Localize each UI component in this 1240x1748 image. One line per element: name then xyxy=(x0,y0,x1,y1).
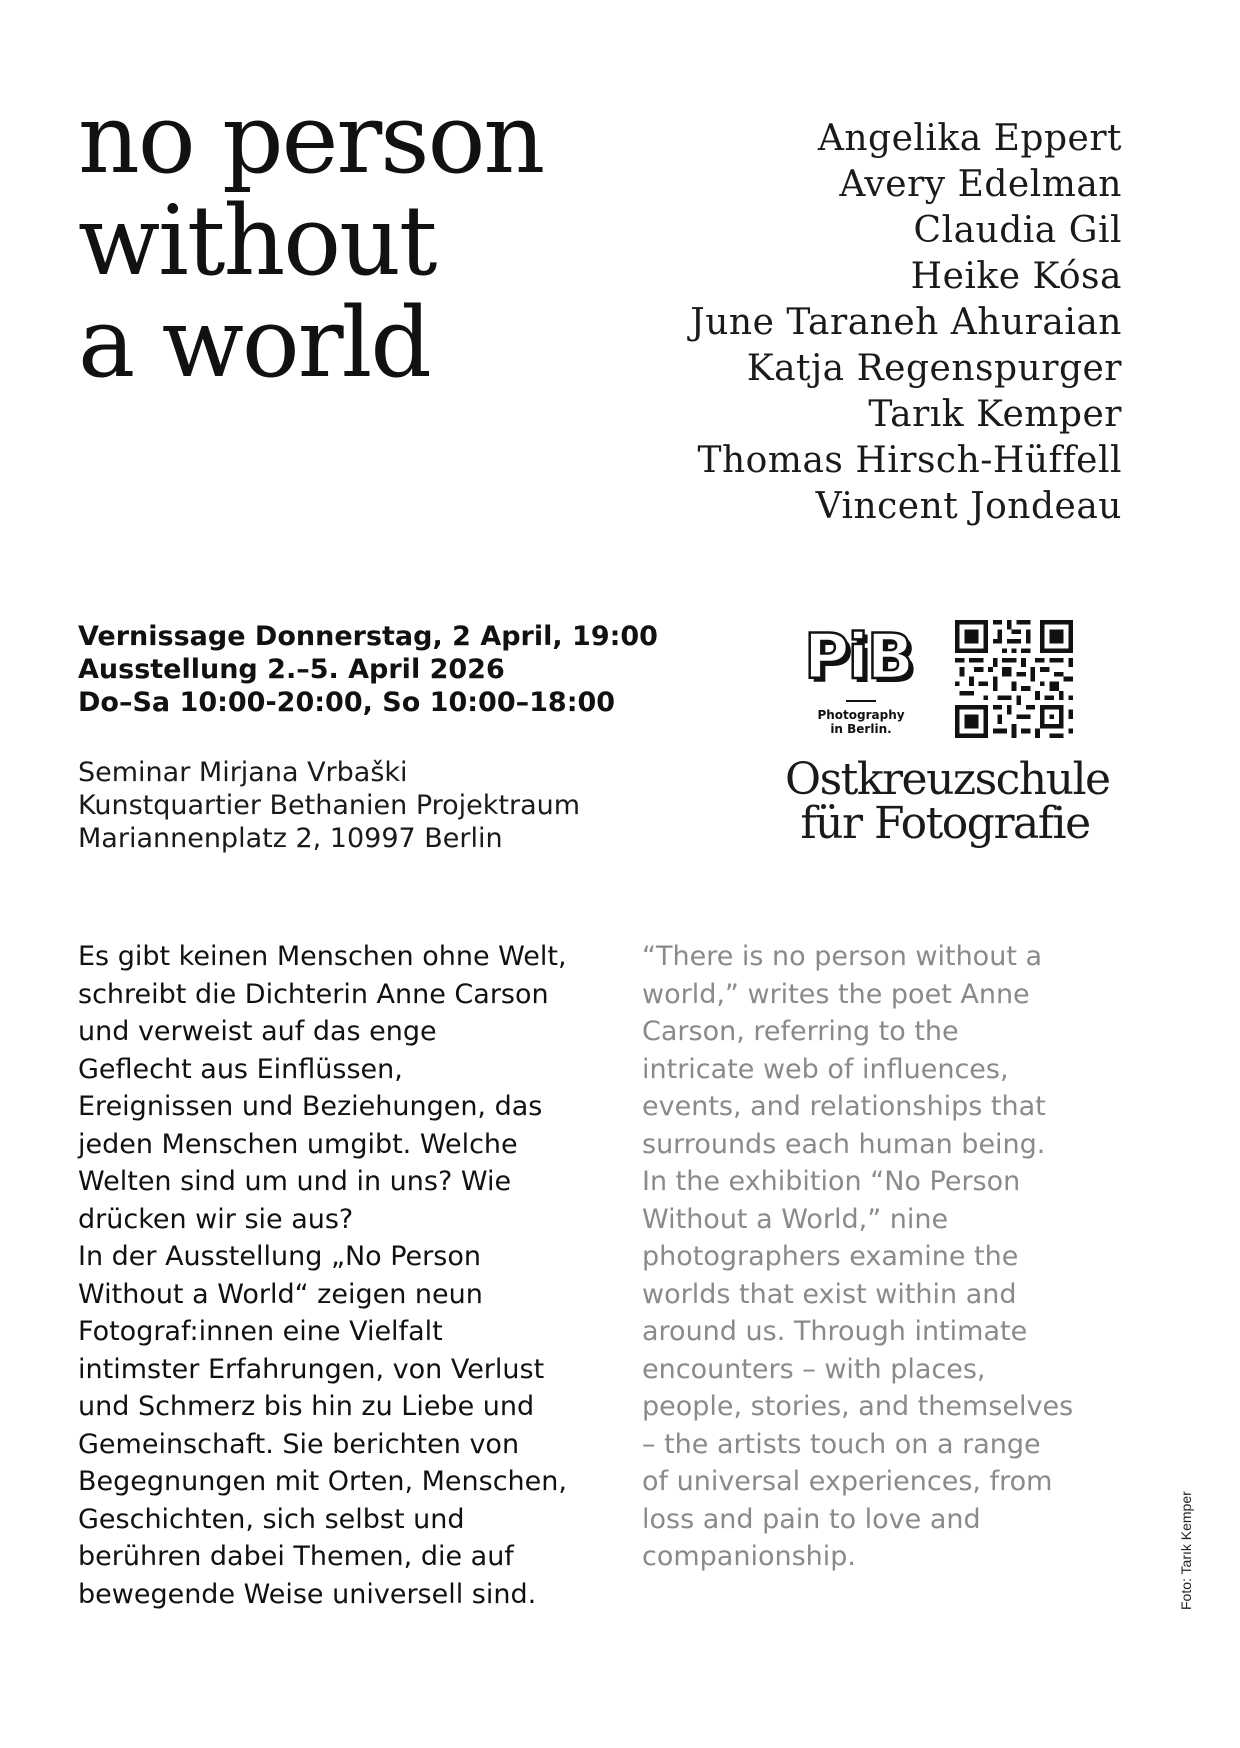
paragraph-line: Begegnungen mit Orten, Menschen, xyxy=(78,1466,567,1497)
paragraph-line: events, and relationships that xyxy=(642,1091,1046,1122)
paragraph-line: loss and pain to love and xyxy=(642,1503,981,1535)
artist-name: Angelika Eppert xyxy=(817,118,1122,159)
artist-name: Heike Kósa xyxy=(910,256,1122,297)
paragraph-line: Geflecht aus Einflüssen, xyxy=(78,1053,403,1085)
title-line: without xyxy=(78,185,436,297)
paragraph-line: photographers examine the xyxy=(642,1241,1019,1272)
pib-logo xyxy=(800,620,930,744)
pib-logo-rule xyxy=(846,700,876,702)
paragraph-line: Ereignissen und Beziehungen, das xyxy=(78,1091,543,1122)
artist-name: Katja Regenspurger xyxy=(746,348,1122,389)
ostkreuzschule-logo xyxy=(785,754,1110,849)
paragraph-line: Carson, referring to the xyxy=(642,1016,959,1047)
paragraph-line: surrounds each human being. xyxy=(642,1128,1046,1160)
ausstellung-line: Ausstellung 2.–5. April 2026 xyxy=(78,654,505,685)
paragraph-line: Es gibt keinen Menschen ohne Welt, xyxy=(78,941,567,972)
paragraph-line: intricate web of influences, xyxy=(642,1053,1009,1085)
paragraph-line: In der Ausstellung „No Person xyxy=(78,1241,481,1272)
ostkreuz-logo-line: Ostkreuzschule xyxy=(785,754,1110,805)
qr-code-icon[interactable] xyxy=(955,620,1073,738)
exhibition-title xyxy=(78,83,544,399)
vernissage-line: Vernissage Donnerstag, 2 April, 19:00 xyxy=(78,621,658,652)
paragraph-line: “There is no person without a xyxy=(642,941,1043,972)
pib-logo-letters: PiB xyxy=(804,620,912,693)
paragraph-line: Fotograf:innen eine Vielfalt xyxy=(78,1316,443,1347)
venue-address xyxy=(78,756,580,855)
pib-caption-line: Photography xyxy=(817,708,905,722)
paragraph-line: Geschichten, sich selbst und xyxy=(78,1503,465,1535)
venue-line: Seminar Mirjana Vrbaški xyxy=(78,757,408,788)
paragraph-line: bewegende Weise universell sind. xyxy=(78,1578,537,1610)
artist-name: June Taraneh Ahuraian xyxy=(690,302,1122,343)
paragraph-line: und Schmerz bis hin zu Liebe und xyxy=(78,1391,535,1422)
paragraph-line: companionship. xyxy=(642,1541,856,1572)
paragraph-line: berühren dabei Themen, die auf xyxy=(78,1541,514,1572)
artist-name: Tarık Kemper xyxy=(868,394,1122,435)
artist-name: Avery Edelman xyxy=(839,164,1122,205)
paragraph-line: world,” writes the poet Anne xyxy=(642,978,1030,1010)
pib-logo-caption xyxy=(800,708,922,736)
artist-list xyxy=(690,116,1122,530)
paragraph-line: worlds that exist within and xyxy=(642,1278,1017,1310)
paragraph-line: schreibt die Dichterin Anne Carson xyxy=(78,978,549,1010)
english-description xyxy=(642,938,1142,1576)
paragraph-line: Welten sind um und in uns? Wie xyxy=(78,1166,512,1197)
venue-line: Mariannenplatz 2, 10997 Berlin xyxy=(78,823,503,854)
german-description xyxy=(78,938,638,1613)
paragraph-line: und verweist auf das enge xyxy=(78,1016,437,1047)
paragraph-line: encounters – with places, xyxy=(642,1353,986,1385)
title-line: a world xyxy=(78,287,430,399)
paragraph-line: intimster Erfahrungen, von Verlust xyxy=(78,1353,545,1385)
paragraph-line: Without a World,” nine xyxy=(642,1203,949,1235)
paragraph-line: Without a World“ zeigen neun xyxy=(78,1278,483,1310)
paragraph-line: people, stories, and themselves xyxy=(642,1391,1074,1422)
artist-name: Thomas Hirsch-Hüffell xyxy=(697,440,1122,481)
artist-name: Vincent Jondeau xyxy=(815,486,1122,527)
artist-name: Claudia Gil xyxy=(913,210,1122,251)
paragraph-line: – the artists touch on a range xyxy=(642,1428,1041,1460)
paragraph-line: jeden Menschen umgibt. Welche xyxy=(78,1128,518,1160)
paragraph-line: drücken wir sie aus? xyxy=(78,1203,354,1235)
pib-caption-line: in Berlin. xyxy=(830,722,892,736)
paragraph-line: of universal experiences, from xyxy=(642,1466,1053,1497)
venue-line: Kunstquartier Bethanien Projektraum xyxy=(78,790,581,821)
photo-credit: Foto: Tarık Kemper xyxy=(1178,1491,1194,1610)
ostkreuz-logo-line: für Fotografie xyxy=(800,798,1090,849)
title-line: no person xyxy=(78,83,544,195)
paragraph-line: In the exhibition “No Person xyxy=(642,1166,1021,1197)
paragraph-line: around us. Through intimate xyxy=(642,1316,1028,1347)
paragraph-line: Gemeinschaft. Sie berichten von xyxy=(78,1428,520,1460)
event-details xyxy=(78,620,658,719)
opening-hours: Do–Sa 10:00-20:00, So 10:00–18:00 xyxy=(78,687,616,718)
